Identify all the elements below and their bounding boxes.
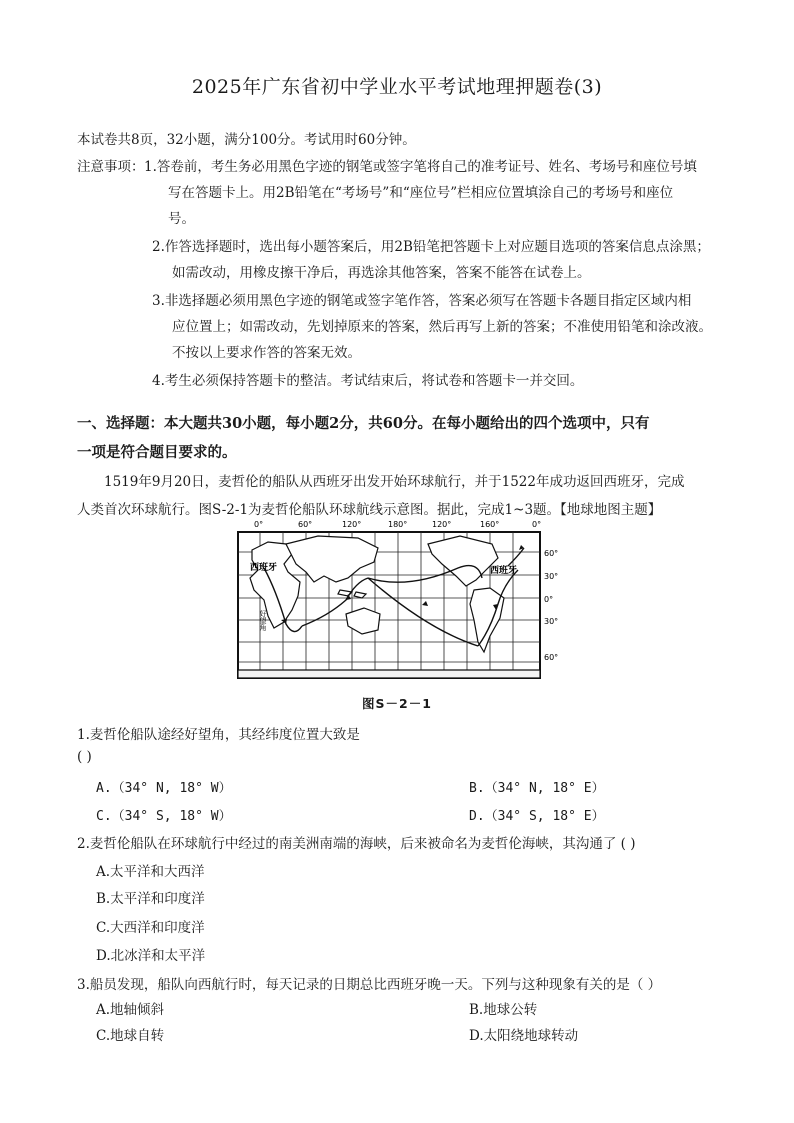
notice-1-line-1: 1.答卷前，考生务必用黑色字迹的钢笔或签字笔将自己的准考证号、姓名、考场号和座位号填: [144, 159, 697, 175]
q2-option-a[interactable]: A.太平洋和大西洋: [96, 864, 205, 880]
exam-title: 2025年广东省初中学业水平考试地理押题卷(3): [191, 76, 603, 98]
map-top-label: 60°: [298, 520, 313, 529]
notice-1-line-2: 写在答题卡上。用2B铅笔在“考场号”和“座位号”栏相应位置填涂自己的考场号和座位: [168, 185, 674, 201]
map-right-label: 0°: [544, 595, 554, 604]
figure-caption: 图S－2－1: [362, 696, 432, 711]
notice-label: 注意事项：: [77, 159, 145, 175]
q1-option-a[interactable]: A.（34° N, 18° W）: [96, 781, 232, 796]
notice-3-line-3: 不按以上要求作答的答案无效。: [172, 345, 361, 361]
map-top-label: 0°: [254, 520, 264, 529]
q2-stem: 2.麦哲伦船队在环球航行中经过的南美洲南端的海峡，后来被命名为麦哲伦海峡，其沟通了 ( ): [77, 836, 636, 852]
q1-option-c[interactable]: C.（34° S, 18° W）: [96, 809, 232, 824]
map-right-label: 30°: [544, 572, 559, 581]
q1-stem: 1.麦哲伦船队途经好望角，其经纬度位置大致是: [77, 727, 360, 743]
q3-option-c[interactable]: C.地球自转: [96, 1028, 165, 1044]
q3-option-d[interactable]: D.太阳绕地球转动: [469, 1028, 579, 1044]
passage-line-1: 1519年9月20日，麦哲伦的船队从西班牙出发开始环球航行，并于1522年成功返回西班牙，完成: [104, 474, 685, 490]
spain-label-right: 西班牙: [490, 566, 518, 576]
q3-stem: 3.船员发现，船队向西航行时，每天记录的日期总比西班牙晚一天。下列与这种现象有关的是（ ）: [77, 977, 662, 993]
passage-line-2: 人类首次环球航行。图S-2-1为麦哲伦船队环球航线示意图。据此，完成1~3题。【地球地图主题】: [77, 502, 662, 518]
cape-of-good-hope-label: 好望角: [259, 610, 267, 631]
notice-2-line-2: 如需改动，用橡皮擦干净后，再选涂其他答案，答案不能答在试卷上。: [172, 265, 591, 281]
map-top-label: 120°: [432, 520, 452, 529]
notice-1-line-3: 号。: [168, 211, 195, 227]
q2-option-b[interactable]: B.太平洋和印度洋: [96, 891, 205, 907]
notice-4-line-1: 4.考生必须保持答题卡的整洁。考试结束后，将试卷和答题卡一并交回。: [152, 373, 584, 389]
q1-option-d[interactable]: D.（34° S, 18° E）: [469, 809, 605, 824]
q1-answer-paren: ( ): [77, 749, 92, 765]
notice-2-line-1: 2.作答选择题时，选出每小题答案后，用2B铅笔把答题卡上对应题目选项的答案信息点涂黑；: [152, 239, 710, 255]
q1-option-b[interactable]: B.（34° N, 18° E）: [469, 781, 605, 796]
q3-option-b[interactable]: B.地球公转: [469, 1002, 538, 1018]
q2-option-c[interactable]: C.大西洋和印度洋: [96, 920, 205, 936]
section-1-heading-line-2: 一项是符合题目要求的。: [77, 444, 237, 461]
map-right-label: 30°: [544, 617, 559, 626]
map-top-label: 120°: [342, 520, 362, 529]
map-right-label: 60°: [544, 549, 559, 558]
notice-3-line-1: 3.非选择题必须用黑色字迹的钢笔或签字笔作答，答案必须写在答题卡各题目指定区域内相: [152, 293, 692, 309]
q3-option-a[interactable]: A.地轴倾斜: [96, 1002, 165, 1018]
q2-option-d[interactable]: D.北冰洋和太平洋: [96, 948, 206, 964]
notice-3-line-2: 应位置上；如需改动，先划掉原来的答案，然后再写上新的答案；不准使用铅笔和涂改液。: [172, 319, 712, 335]
magellan-route-map: [228, 520, 573, 682]
spain-label-left: 西班牙: [250, 563, 278, 573]
map-right-label: 60°: [544, 653, 559, 662]
map-top-label: 0°: [532, 520, 542, 529]
exam-intro: 本试卷共8页，32小题，满分100分。考试用时60分钟。: [77, 132, 416, 148]
map-top-label: 160°: [480, 520, 500, 529]
map-top-label: 180°: [388, 520, 408, 529]
section-1-heading-line-1: 一、选择题：本大题共30小题，每小题2分，共60分。在每小题给出的四个选项中，只有: [77, 415, 650, 432]
